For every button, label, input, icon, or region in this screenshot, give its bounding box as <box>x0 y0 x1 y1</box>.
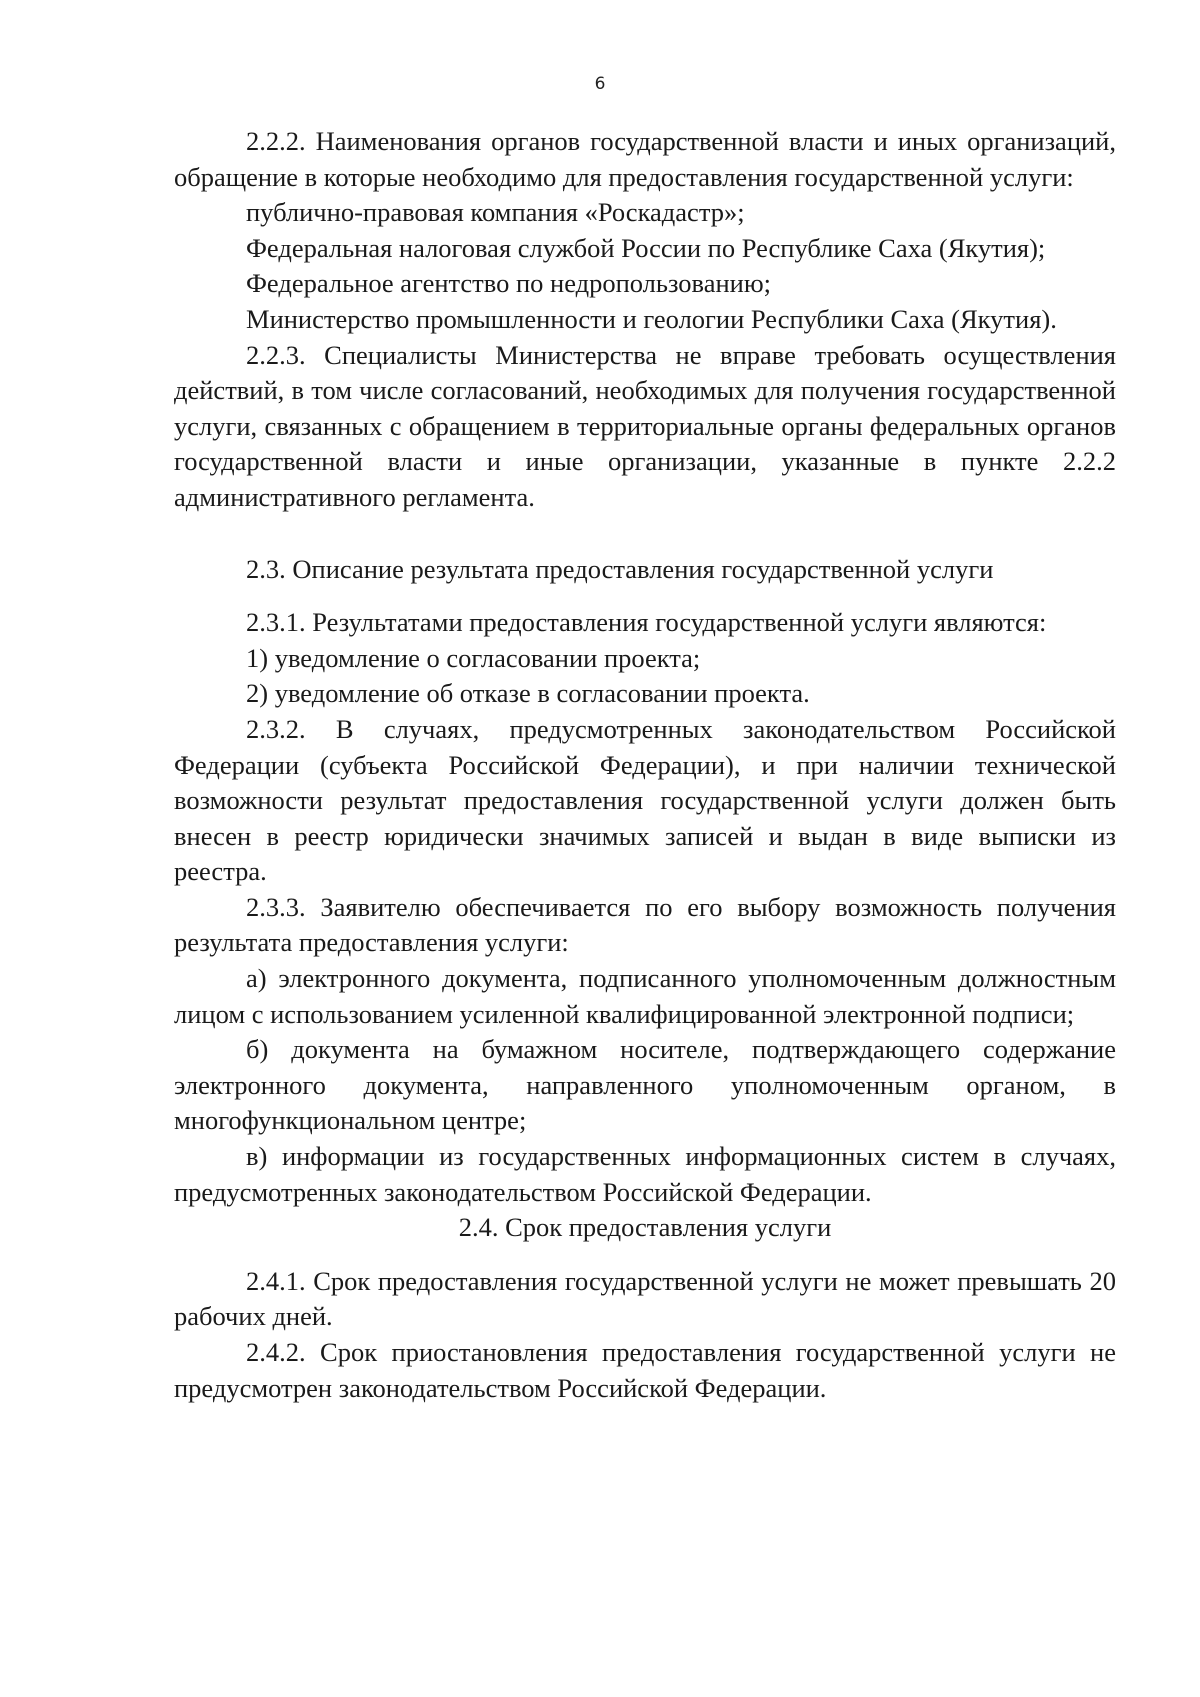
organization-item: Министерство промышленности и геологии Республики Саха (Якутия). <box>246 303 1057 334</box>
document-body <box>174 124 1116 1406</box>
result-item: 2) уведомление об отказе в согласовании проекта. <box>246 678 810 709</box>
paragraph-2-2-3: 2.2.3. Специалисты Министерства не вправе требовать осуществления действий, в том числе согласований, необходимых для получения государственной услуги, связанных с обращением в территориальные органы федеральных органов государственной власти и иные организации, указанные в пункте 2.2.2 административного регламента. <box>174 339 1116 512</box>
section-heading-2-3: 2.3. Описание результата предоставления государственной услуги <box>246 553 994 584</box>
result-option-c: в) информации из государственных информационных систем в случаях, предусмотренных законодательством Российской Федерации. <box>174 1141 1116 1207</box>
result-option-a: а) электронного документа, подписанного уполномоченным должностным лицом с использованием усиленной квалифицированной электронной подписи; <box>174 963 1116 1029</box>
organization-item: публично-правовая компания «Роскадастр»; <box>246 197 745 228</box>
section-heading-2-4: 2.4. Срок предоставления услуги <box>458 1212 832 1243</box>
organization-item: Федеральная налоговая службой России по Республике Саха (Якутия); <box>246 232 1046 263</box>
page-number: 6 <box>594 74 606 94</box>
paragraph-2-4-1: 2.4.1. Срок предоставления государственной услуги не может превышать 20 рабочих дней. <box>174 1265 1116 1332</box>
result-item: 1) уведомление о согласовании проекта; <box>246 642 701 673</box>
result-option-b: б) документа на бумажном носителе, подтверждающего содержание электронного документа, направленного уполномоченным органом, в многофункциональном центре; <box>174 1034 1116 1136</box>
paragraph-2-3-2: 2.3.2. В случаях, предусмотренных законодательством Российской Федерации (субъекта Российской Федерации), и при наличии технической возможности результат предоставления государственной услуги должен быть внесен в реестр юридически значимых записей и выдан в виде выписки из реестра. <box>174 713 1116 887</box>
paragraph-2-2-2: 2.2.2. Наименования органов государственной власти и иных организаций, обращение в которые необходимо для предоставления государственной услуги: <box>174 126 1116 192</box>
paragraph-2-4-2: 2.4.2. Срок приостановления предоставления государственной услуги не предусмотрен законодательством Российской Федерации. <box>174 1337 1116 1403</box>
organization-item: Федеральное агентство по недропользованию; <box>246 268 772 299</box>
paragraph-2-3-3: 2.3.3. Заявителю обеспечивается по его выбору возможность получения результата предоставления услуги: <box>174 891 1116 958</box>
paragraph-2-3-1: 2.3.1. Результатами предоставления государственной услуги являются: <box>246 607 1047 638</box>
